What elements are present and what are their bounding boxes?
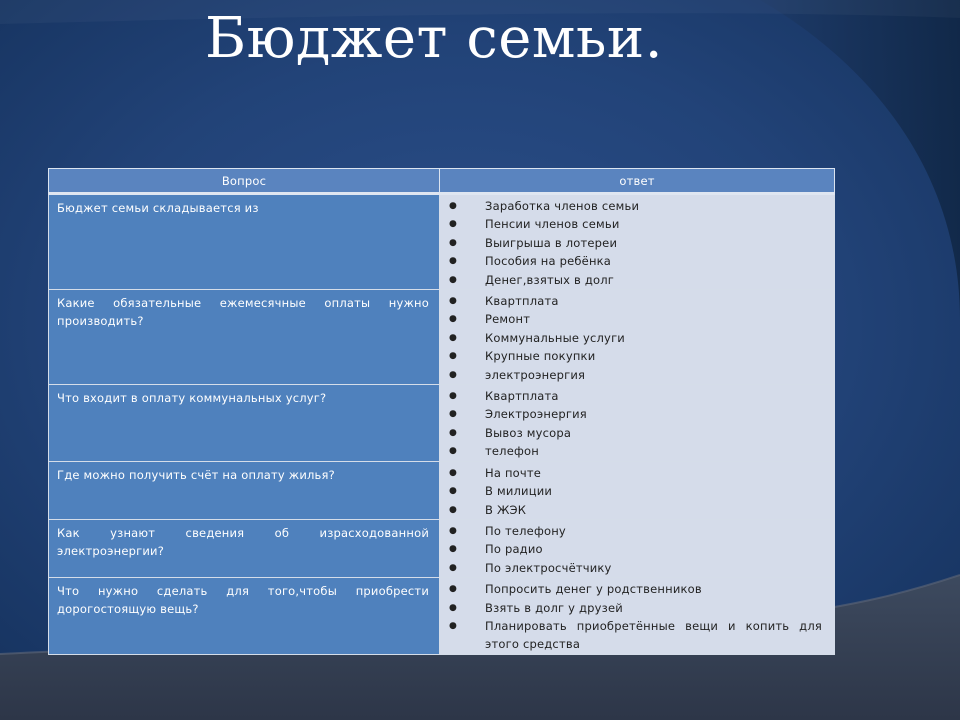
answer-list: [448, 292, 822, 384]
answer-text: Пенсии членов семьи: [485, 217, 620, 232]
table-row: [49, 290, 835, 385]
answer-item: [448, 366, 822, 384]
answer-item: [448, 540, 822, 558]
bullet-dot-icon: ●: [449, 314, 458, 325]
bullet-dot-icon: ●: [449, 584, 458, 595]
answer-item: [448, 522, 822, 540]
answer-text: Попросить денег у родственников: [485, 582, 702, 597]
bullet-dot-icon: ●: [449, 544, 458, 555]
answer-text: Заработка членов семьи: [485, 199, 640, 213]
answer-text: Вывоз мусора: [485, 425, 572, 440]
answer-cell: [440, 519, 835, 577]
answer-item: [448, 501, 822, 519]
answer-item: [448, 292, 822, 310]
slide-title: Бюджет семьи.: [205, 6, 663, 71]
answer-list: [448, 580, 822, 654]
answer-item: [448, 424, 822, 442]
table-row: [49, 578, 835, 655]
answer-list: [448, 464, 822, 519]
bullet-dot-icon: ●: [449, 525, 458, 536]
question-cell: Как узнают сведения об израсходованной электроэнергии?: [49, 519, 440, 577]
question-cell: Что нужно сделать для того,чтобы приобрести дорогостоящую вещь?: [49, 578, 440, 655]
answer-cell: [440, 194, 835, 290]
bullet-dot-icon: ●: [449, 391, 458, 402]
answer-list: [448, 522, 822, 577]
answer-list: [448, 387, 822, 461]
budget-table-container: [48, 168, 834, 652]
answer-cell: [440, 290, 835, 385]
answer-text: В милиции: [485, 484, 553, 499]
answer-text: По электросчётчику: [485, 560, 612, 575]
answer-text: Выигрыша в лотереи: [485, 235, 618, 250]
bullet-dot-icon: ●: [449, 602, 458, 613]
bullet-dot-icon: ●: [449, 351, 458, 362]
bullet-dot-icon: ●: [449, 296, 458, 307]
answer-text: Квартплата: [485, 294, 559, 309]
answer-item: [448, 387, 822, 405]
bullet-dot-icon: ●: [449, 446, 458, 457]
answer-item: [448, 482, 822, 500]
budget-question-answer-table: [48, 168, 835, 655]
answer-text: По телефону: [485, 523, 566, 538]
answer-text: В ЖЭК: [485, 502, 527, 517]
bullet-dot-icon: ●: [449, 237, 458, 248]
answer-item: [448, 599, 822, 617]
answer-item: [448, 329, 822, 347]
answer-cell: [440, 461, 835, 519]
answer-item: [448, 234, 822, 252]
question-cell: Бюджет семьи складывается из: [49, 194, 440, 290]
bullet-dot-icon: ●: [449, 467, 458, 478]
question-cell: Где можно получить счёт на оплату жилья?: [49, 461, 440, 519]
answer-text: Пособия на ребёнка: [485, 254, 612, 269]
answer-text: Квартплата: [485, 389, 559, 404]
bullet-dot-icon: ●: [449, 219, 458, 230]
answer-text: электроэнергия: [485, 367, 586, 382]
answer-item: [448, 310, 822, 328]
answer-item: [448, 197, 822, 215]
bullet-dot-icon: ●: [449, 256, 458, 267]
answer-item: [448, 617, 822, 654]
bullet-dot-icon: ●: [449, 201, 458, 211]
question-column-header: Вопрос: [49, 169, 440, 194]
answer-item: [448, 215, 822, 233]
answer-text: телефон: [485, 444, 539, 459]
answer-text: Планировать приобретённые вещи и копить для этого средства: [485, 618, 822, 652]
answer-text: Коммунальные услуги: [485, 330, 625, 345]
table-row: [49, 385, 835, 462]
question-cell: Какие обязательные ежемесячные оплаты нужно производить?: [49, 290, 440, 385]
bullet-dot-icon: ●: [449, 427, 458, 438]
table-row: [49, 519, 835, 577]
answer-list: [448, 197, 822, 289]
bullet-dot-icon: ●: [449, 409, 458, 420]
answer-text: Крупные покупки: [485, 349, 596, 364]
bullet-dot-icon: ●: [449, 504, 458, 515]
answer-column-header: ответ: [440, 169, 835, 194]
answer-item: [448, 559, 822, 577]
answer-text: Ремонт: [485, 312, 531, 327]
answer-item: [448, 347, 822, 365]
answer-text: Взять в долг у друзей: [485, 600, 623, 615]
answer-text: Денег,взятых в долг: [485, 272, 615, 287]
answer-item: [448, 252, 822, 270]
answer-cell: [440, 578, 835, 655]
answer-item: [448, 271, 822, 289]
bullet-dot-icon: ●: [449, 274, 458, 285]
answer-item: [448, 405, 822, 423]
answer-text: На почте: [485, 465, 542, 480]
table-row: [49, 461, 835, 519]
answer-item: [448, 464, 822, 482]
answer-text: По радио: [485, 542, 543, 557]
question-cell: Что входит в оплату коммунальных услуг?: [49, 385, 440, 462]
table-row: [49, 194, 835, 290]
bullet-dot-icon: ●: [449, 332, 458, 343]
answer-text: Электроэнергия: [485, 407, 587, 422]
bullet-dot-icon: ●: [449, 620, 458, 631]
bullet-dot-icon: ●: [449, 486, 458, 497]
bullet-dot-icon: ●: [449, 369, 458, 380]
answer-item: [448, 442, 822, 460]
table-header-row: [49, 169, 835, 194]
bullet-dot-icon: ●: [449, 562, 458, 573]
answer-cell: [440, 385, 835, 462]
answer-item: [448, 580, 822, 598]
